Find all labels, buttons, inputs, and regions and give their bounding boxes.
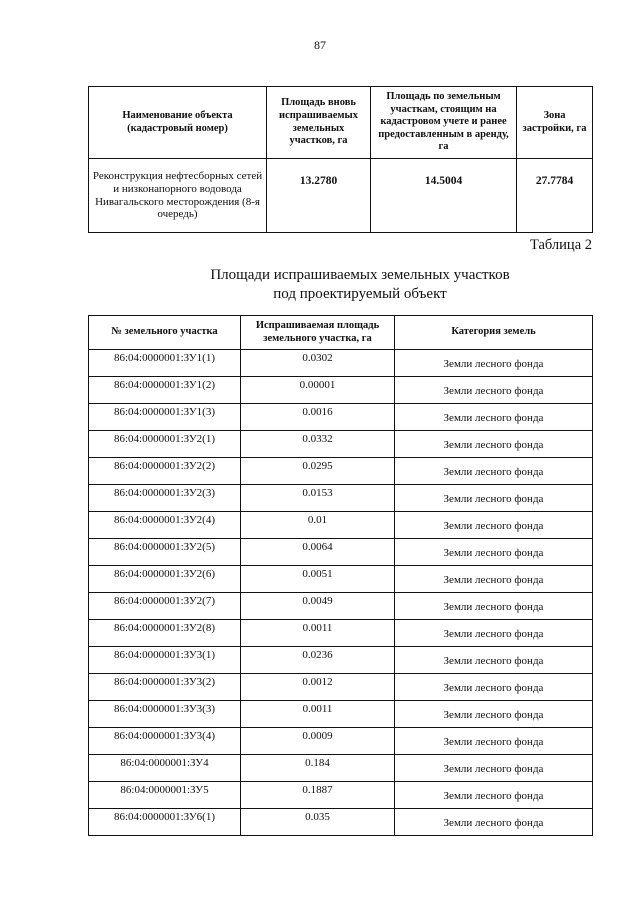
table-row: [89, 647, 593, 674]
plot-number-cell-text: 86:04:0000001:ЗУ2(4): [113, 514, 216, 527]
land-category-cell: [395, 458, 593, 485]
plot-number-cell: [89, 620, 241, 647]
land-category-cell: [395, 701, 593, 728]
requested-area-cell: [241, 593, 395, 620]
land-category-cell-text: Земли лесного фонда: [443, 412, 544, 425]
requested-area-cell: [241, 620, 395, 647]
table-row: [89, 458, 593, 485]
plot-number-cell-text: 86:04:0000001:ЗУ3(2): [113, 676, 216, 689]
header-construction-zone: Зона застройки, га: [517, 87, 593, 159]
header-object-name: Наименование объекта (кадастровый номер): [89, 87, 267, 159]
land-category-cell: [395, 782, 593, 809]
requested-area-cell: [241, 782, 395, 809]
requested-area-cell: [241, 377, 395, 404]
requested-area-cell-text: 0.0012: [302, 676, 333, 689]
requested-area-cell: [241, 809, 395, 836]
requested-area-cell: [241, 404, 395, 431]
land-category-cell: [395, 620, 593, 647]
requested-area-cell: [241, 431, 395, 458]
plot-number-cell-text: 86:04:0000001:ЗУ3(1): [113, 649, 216, 662]
requested-area-cell: [241, 485, 395, 512]
land-category-cell: [395, 431, 593, 458]
table-label: Таблица 2: [529, 237, 592, 253]
requested-area-cell-text: 0.00001: [299, 379, 336, 392]
table-caption-line-1: Площади испрашиваемых земельных участков: [210, 267, 510, 283]
land-category-cell: [395, 377, 593, 404]
requested-area-cell: [241, 350, 395, 377]
table-caption: [0, 266, 640, 304]
table-row: [89, 404, 593, 431]
plot-number-cell: [89, 782, 241, 809]
plot-number-cell-text: 86:04:0000001:ЗУ5: [120, 784, 209, 797]
requested-area-cell-text: 0.0332: [302, 433, 333, 446]
registered-area-cell: 14.5004: [371, 159, 517, 233]
land-category-cell-text: Земли лесного фонда: [443, 574, 544, 587]
header-plot-number: № земельного участка: [89, 316, 241, 350]
requested-area-cell: [241, 566, 395, 593]
land-category-cell: [395, 809, 593, 836]
land-category-cell: [395, 755, 593, 782]
table-row: [89, 377, 593, 404]
land-category-cell: [395, 404, 593, 431]
plot-number-cell: [89, 566, 241, 593]
new-area-cell: 13.2780: [267, 159, 371, 233]
plot-number-cell-text: 86:04:0000001:ЗУ6(1): [113, 811, 216, 824]
table-row: [89, 809, 593, 836]
requested-area-cell: [241, 458, 395, 485]
land-category-cell-text: Земли лесного фонда: [443, 817, 544, 830]
table-row: [89, 539, 593, 566]
land-category-cell-text: Земли лесного фонда: [443, 655, 544, 668]
requested-area-cell-text: 0.0049: [302, 595, 333, 608]
land-category-cell: [395, 539, 593, 566]
table-row: [89, 701, 593, 728]
requested-area-cell-text: 0.0011: [302, 622, 333, 635]
plot-number-cell-text: 86:04:0000001:ЗУ2(5): [113, 541, 216, 554]
land-category-cell-text: Земли лесного фонда: [443, 628, 544, 641]
land-category-cell-text: Земли лесного фонда: [443, 493, 544, 506]
plot-number-cell-text: 86:04:0000001:ЗУ1(2): [113, 379, 216, 392]
table-header-row: [89, 87, 593, 159]
header-new-area: Площадь вновь испрашиваемых земельных участков, га: [267, 87, 371, 159]
plot-number-cell: [89, 431, 241, 458]
requested-area-cell-text: 0.0302: [302, 352, 333, 365]
requested-area-cell-text: 0.0064: [302, 541, 333, 554]
plot-number-cell-text: 86:04:0000001:ЗУ2(1): [113, 433, 216, 446]
header-registered-area: Площадь по земельным участкам, стоящим на кадастровом учете и ранее предоставленным в аренду, га: [371, 87, 517, 159]
plot-number-cell: [89, 350, 241, 377]
requested-area-cell-text: 0.0153: [302, 487, 333, 500]
requested-area-cell: [241, 728, 395, 755]
plot-number-cell-text: 86:04:0000001:ЗУ1(3): [113, 406, 216, 419]
object-area-table: [88, 86, 593, 233]
requested-area-cell-text: 0.0011: [302, 703, 333, 716]
plot-number-cell: [89, 728, 241, 755]
table-row: [89, 674, 593, 701]
plot-number-cell-text: 86:04:0000001:ЗУ3(3): [113, 703, 216, 716]
table-row: [89, 782, 593, 809]
land-category-cell: [395, 566, 593, 593]
table-row: [89, 350, 593, 377]
land-category-cell: [395, 512, 593, 539]
land-category-cell: [395, 728, 593, 755]
requested-area-cell-text: 0.0051: [302, 568, 333, 581]
plot-number-cell: [89, 674, 241, 701]
header-land-category: Категория земель: [395, 316, 593, 350]
requested-area-cell: [241, 647, 395, 674]
object-name-cell: Реконструкция нефтесборных сетей и низконапорного водовода Нивагальского месторождения (8-я очередь): [89, 159, 267, 233]
requested-area-cell-text: 0.0009: [302, 730, 333, 743]
requested-area-cell: [241, 512, 395, 539]
plot-number-cell-text: 86:04:0000001:ЗУ2(8): [113, 622, 216, 635]
requested-area-cell: [241, 674, 395, 701]
plot-number-cell: [89, 485, 241, 512]
table-row: [89, 620, 593, 647]
plot-number-cell-text: 86:04:0000001:ЗУ4: [120, 757, 209, 770]
land-category-cell-text: Земли лесного фонда: [443, 358, 544, 371]
land-category-cell: [395, 350, 593, 377]
land-category-cell-text: Земли лесного фонда: [443, 709, 544, 722]
land-category-cell: [395, 485, 593, 512]
plot-number-cell: [89, 809, 241, 836]
zone-area-cell: 27.7784: [517, 159, 593, 233]
land-category-cell-text: Земли лесного фонда: [443, 547, 544, 560]
requested-area-cell: [241, 539, 395, 566]
land-category-cell-text: Земли лесного фонда: [443, 601, 544, 614]
table-row: [89, 159, 593, 233]
plot-number-cell-text: 86:04:0000001:ЗУ2(7): [113, 595, 216, 608]
land-category-cell-text: Земли лесного фонда: [443, 790, 544, 803]
plot-number-cell: [89, 701, 241, 728]
land-category-cell-text: Земли лесного фонда: [443, 763, 544, 776]
land-category-cell: [395, 593, 593, 620]
plot-number-cell-text: 86:04:0000001:ЗУ2(6): [113, 568, 216, 581]
land-plots-table: [88, 315, 593, 836]
land-category-cell-text: Земли лесного фонда: [443, 466, 544, 479]
plot-number-cell: [89, 647, 241, 674]
land-category-cell-text: Земли лесного фонда: [443, 520, 544, 533]
requested-area-cell-text: 0.035: [305, 811, 330, 824]
table-row: [89, 431, 593, 458]
plot-number-cell: [89, 755, 241, 782]
requested-area-cell-text: 0.1887: [302, 784, 333, 797]
land-category-cell-text: Земли лесного фонда: [443, 385, 544, 398]
land-category-cell: [395, 647, 593, 674]
plot-number-cell: [89, 539, 241, 566]
table-row: [89, 728, 593, 755]
table-row: [89, 755, 593, 782]
land-category-cell-text: Земли лесного фонда: [443, 682, 544, 695]
requested-area-cell-text: 0.184: [305, 757, 330, 770]
plot-number-cell: [89, 593, 241, 620]
land-category-cell-text: Земли лесного фонда: [443, 439, 544, 452]
requested-area-cell: [241, 755, 395, 782]
land-category-cell: [395, 674, 593, 701]
plot-number-cell-text: 86:04:0000001:ЗУ2(2): [113, 460, 216, 473]
plot-number-cell-text: 86:04:0000001:ЗУ1(1): [113, 352, 216, 365]
header-requested-area: Испрашиваемая площадь земельного участка, га: [241, 316, 395, 350]
land-category-cell-text: Земли лесного фонда: [443, 736, 544, 749]
requested-area-cell-text: 0.0236: [302, 649, 333, 662]
page-number: 87: [314, 38, 326, 52]
land-plots-table-body: [89, 350, 593, 836]
table-row: [89, 512, 593, 539]
plot-number-cell: [89, 377, 241, 404]
plot-number-cell: [89, 458, 241, 485]
table-header-row: [89, 316, 593, 350]
plot-number-cell: [89, 404, 241, 431]
requested-area-cell-text: 0.0016: [302, 406, 333, 419]
table-row: [89, 566, 593, 593]
requested-area-cell-text: 0.01: [307, 514, 328, 527]
plot-number-cell: [89, 512, 241, 539]
plot-number-cell-text: 86:04:0000001:ЗУ3(4): [113, 730, 216, 743]
requested-area-cell-text: 0.0295: [302, 460, 333, 473]
requested-area-cell: [241, 701, 395, 728]
plot-number-cell-text: 86:04:0000001:ЗУ2(3): [113, 487, 216, 500]
table-row: [89, 485, 593, 512]
table-caption-line-2: под проектируемый объект: [273, 286, 447, 302]
table-row: [89, 593, 593, 620]
